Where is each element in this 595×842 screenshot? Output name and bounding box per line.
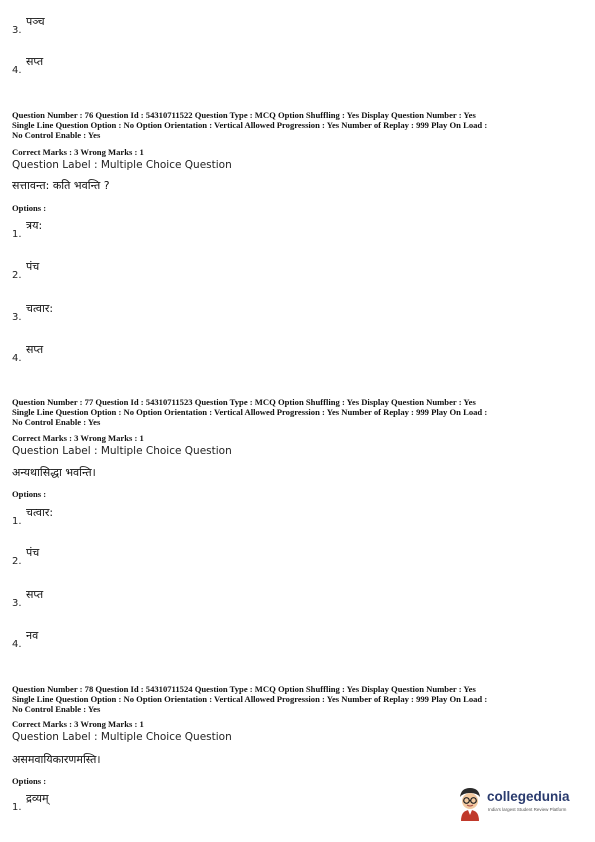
meta-line-1: Question Number : 76 Question Id : 54310711522 Question Type : MCQ Option Shuffling : Yes Display Question Number : Yes [12, 110, 476, 120]
option-text: पंच [26, 260, 40, 273]
meta-line-3: No Control Enable : Yes [12, 130, 101, 140]
question-text: अन्यथासिद्धा भवन्ति। [12, 466, 96, 479]
logo-tagline: India's largest Student Review Platform [488, 807, 567, 812]
option-text: सप्त [26, 55, 44, 68]
option-text: चत्वार: [26, 506, 54, 519]
option-text: सप्त [26, 343, 44, 356]
option-text: नव [26, 629, 39, 642]
meta-line-3: No Control Enable : Yes [12, 417, 101, 427]
option-number: 4. [12, 353, 22, 364]
option-number: 1. [12, 516, 22, 527]
logo-name: collegedunia [487, 789, 570, 804]
option-text: त्रय: [26, 219, 43, 232]
option-text: पञ्च [26, 15, 45, 28]
option-number: 4. [12, 639, 22, 650]
option-text: सप्त [26, 588, 44, 601]
options-label: Options : [12, 489, 47, 499]
options-label: Options : [12, 203, 47, 213]
collegedunia-logo [455, 785, 585, 825]
option-number: 3. [12, 312, 22, 323]
meta-line-1: Question Number : 77 Question Id : 54310711523 Question Type : MCQ Option Shuffling : Yes Display Question Number : Yes [12, 397, 476, 407]
option-number: 1. [12, 229, 22, 240]
option-text: चत्वार: [26, 302, 54, 315]
question-marks: Correct Marks : 3 Wrong Marks : 1 [12, 147, 144, 157]
student-mascot-icon [455, 785, 485, 823]
option-number: 2. [12, 270, 22, 281]
option-number: 2. [12, 556, 22, 567]
question-label: Question Label : Multiple Choice Question [12, 159, 232, 171]
question-text: सत्तावन्त: कति भवन्ति ? [12, 179, 110, 192]
question-meta [12, 684, 587, 714]
question-text: असमवायिकारणमस्ति। [12, 753, 101, 766]
option-number: 1. [12, 802, 22, 813]
option-number: 3. [12, 25, 22, 36]
question-marks: Correct Marks : 3 Wrong Marks : 1 [12, 719, 144, 729]
question-marks: Correct Marks : 3 Wrong Marks : 1 [12, 433, 144, 443]
meta-line-1: Question Number : 78 Question Id : 54310711524 Question Type : MCQ Option Shuffling : Yes Display Question Number : Yes [12, 684, 476, 694]
meta-line-2: Single Line Question Option : No Option Orientation : Vertical Allowed Progression : Yes Number of Replay : 999 Play On Load : [12, 407, 488, 417]
meta-line-3: No Control Enable : Yes [12, 704, 101, 714]
question-meta [12, 110, 587, 140]
question-label: Question Label : Multiple Choice Question [12, 445, 232, 457]
option-number: 4. [12, 65, 22, 76]
option-text: द्रव्यम् [26, 792, 49, 805]
meta-line-2: Single Line Question Option : No Option Orientation : Vertical Allowed Progression : Yes Number of Replay : 999 Play On Load : [12, 120, 488, 130]
option-text: पंच [26, 546, 40, 559]
meta-line-2: Single Line Question Option : No Option Orientation : Vertical Allowed Progression : Yes Number of Replay : 999 Play On Load : [12, 694, 488, 704]
question-meta [12, 397, 587, 427]
question-label: Question Label : Multiple Choice Question [12, 731, 232, 743]
option-number: 3. [12, 598, 22, 609]
options-label: Options : [12, 776, 47, 786]
